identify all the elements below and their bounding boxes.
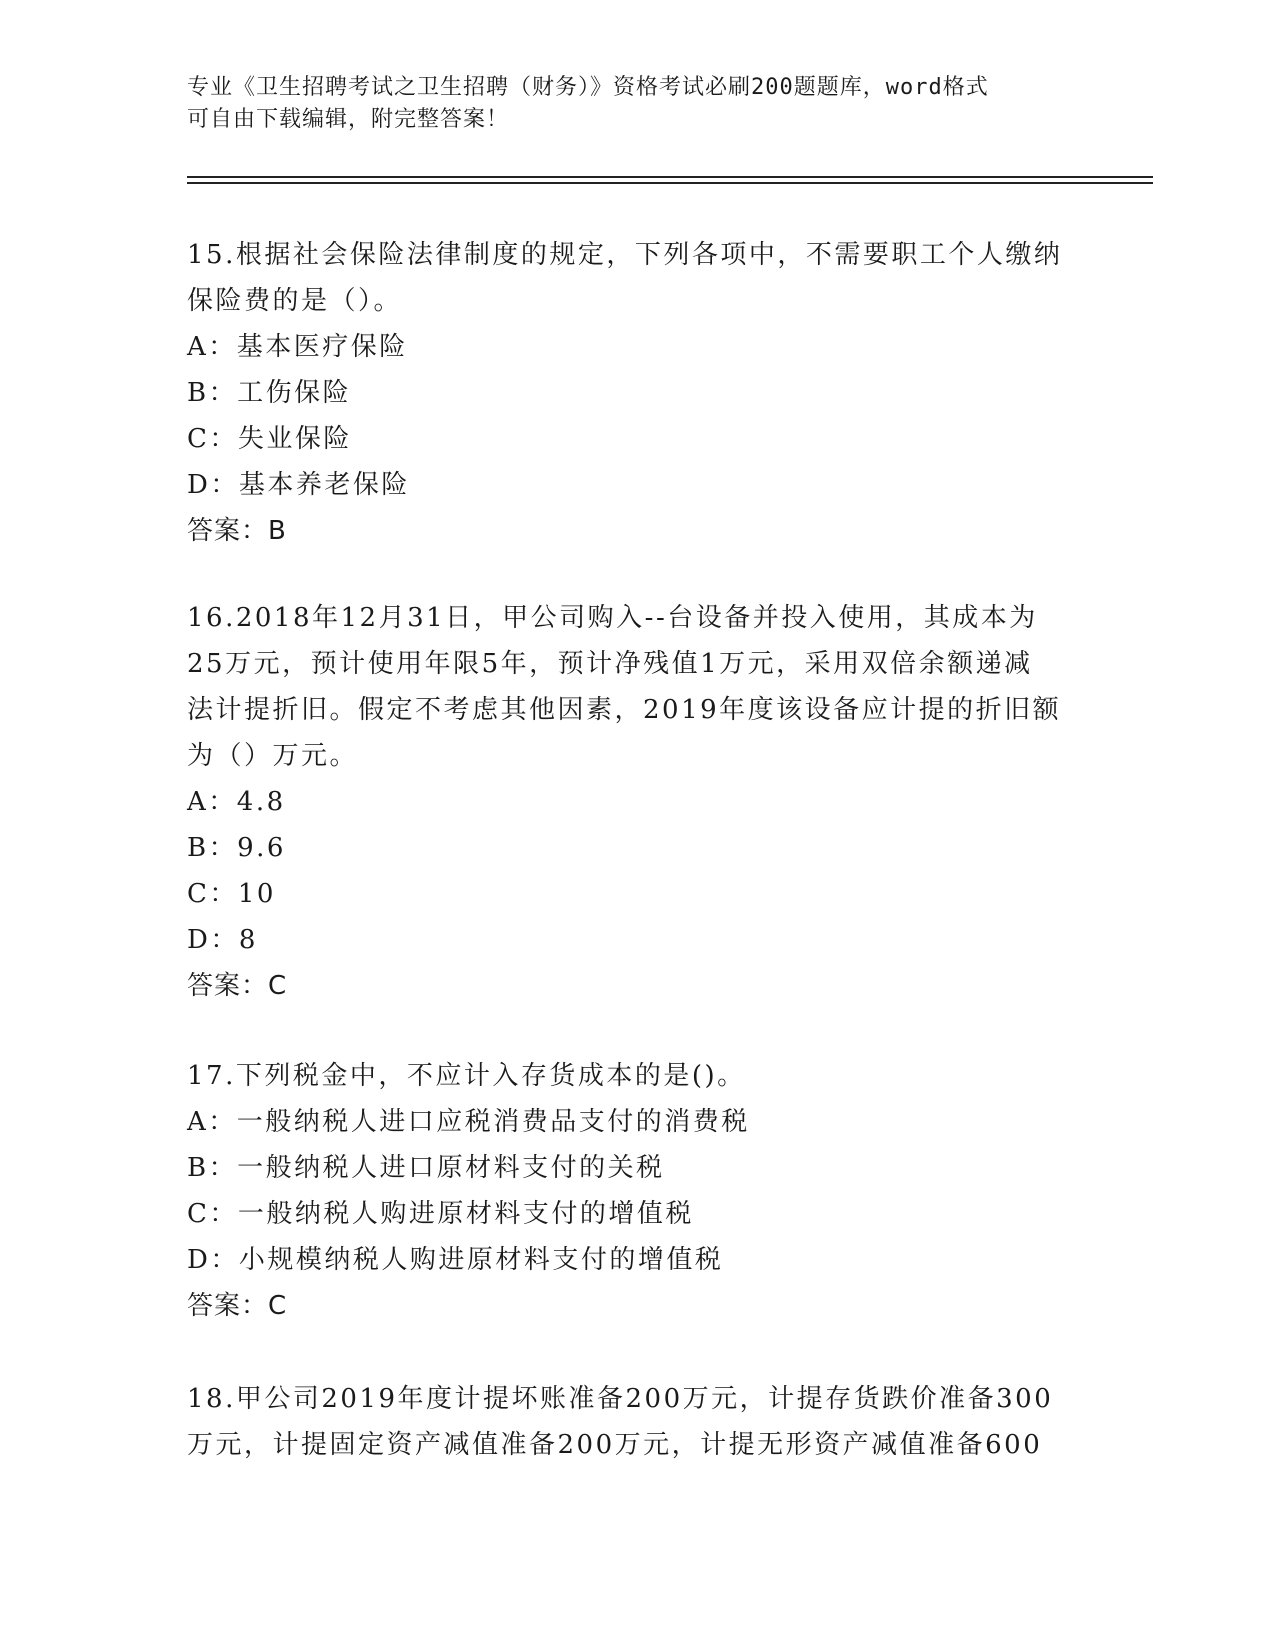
option-a: A：一般纳税人进口应税消费品支付的消费税 [187, 1107, 750, 1137]
stem-line: 16.2018年12月31日，甲公司购入--台设备并投入使用，其成本为 [187, 603, 1038, 633]
question-stem [187, 1376, 1087, 1468]
option-c: C：一般纳税人购进原材料支付的增值税 [187, 1199, 694, 1229]
question-17 [187, 1053, 1087, 1329]
answer: 答案：C [187, 1291, 288, 1321]
option-b: B：9.6 [187, 833, 286, 863]
stem-line: 万元，计提固定资产减值准备200万元，计提无形资产减值准备600 [187, 1430, 1043, 1460]
option-b: B：工伤保险 [187, 378, 352, 408]
header-line-1: 专业《卫生招聘考试之卫生招聘（财务）》资格考试必刷200题题库，word格式 [187, 75, 989, 100]
answer: 答案：B [187, 516, 287, 546]
question-18 [187, 1376, 1087, 1468]
header-divider-top [187, 176, 1153, 178]
question-stem [187, 595, 1087, 779]
stem-line: 法计提折旧。假定不考虑其他因素，2019年度该设备应计提的折旧额 [187, 695, 1062, 725]
option-d: D：8 [187, 925, 258, 955]
option-d: D：基本养老保险 [187, 470, 410, 500]
question-16 [187, 595, 1087, 1009]
option-b: B：一般纳税人进口原材料支付的关税 [187, 1153, 665, 1183]
question-stem [187, 232, 1087, 324]
question-stem [187, 1053, 1087, 1099]
stem-line: 为（）万元。 [187, 741, 359, 771]
document-header [187, 72, 1067, 136]
stem-line: 18.甲公司2019年度计提坏账准备200万元，计提存货跌价准备300 [187, 1384, 1054, 1414]
header-line-2: 可自由下载编辑，附完整答案！ [187, 107, 510, 132]
option-a: A：4.8 [187, 787, 286, 817]
option-c: C：失业保险 [187, 424, 352, 454]
stem-line: 25万元，预计使用年限5年，预计净残值1万元，采用双倍余额递减 [187, 649, 1033, 679]
stem-line: 17.下列税金中，不应计入存货成本的是()。 [187, 1061, 746, 1091]
question-15 [187, 232, 1087, 554]
header-divider-bottom [187, 182, 1153, 184]
stem-line: 保险费的是（）。 [187, 286, 403, 316]
option-c: C：10 [187, 879, 276, 909]
stem-line: 15.根据社会保险法律制度的规定，下列各项中，不需要职工个人缴纳 [187, 240, 1063, 270]
option-d: D：小规模纳税人购进原材料支付的增值税 [187, 1245, 724, 1275]
option-a: A：基本医疗保险 [187, 332, 408, 362]
answer: 答案：C [187, 971, 288, 1001]
